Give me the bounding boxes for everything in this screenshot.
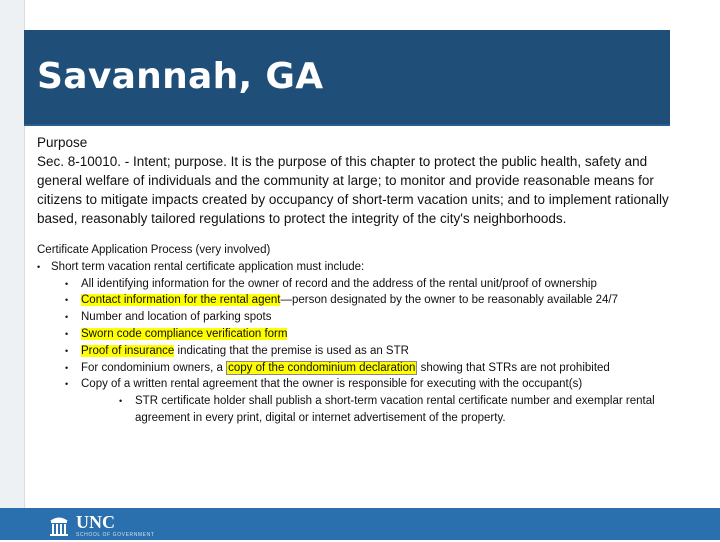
left-sidebar-bar [0, 0, 25, 508]
bullet-icon: • [65, 278, 69, 289]
highlighted-text: copy of the condominium declaration [228, 361, 416, 374]
bullet-icon: • [65, 312, 69, 323]
highlighted-text: Sworn code compliance verification form [81, 327, 288, 340]
list-item [37, 326, 687, 343]
list-item [37, 292, 687, 309]
highlighted-text: Contact information for the rental agent [81, 294, 281, 307]
logo-subtext: SCHOOL OF GOVERNMENT [76, 532, 155, 538]
list-item [37, 376, 687, 393]
old-well-icon [48, 513, 70, 537]
bullet-icon: • [65, 362, 69, 373]
item-text: All identifying information for the owner of record and the address of the rental unit/proof of ownership [81, 277, 597, 290]
list-item [37, 276, 687, 293]
bullet-icon: • [65, 379, 69, 390]
list-item [37, 259, 687, 276]
item-text: Number and location of parking spots [81, 311, 272, 324]
purpose-heading: Purpose [37, 135, 88, 150]
item-text: For condominium owners, a [81, 361, 227, 374]
list-item [37, 393, 687, 427]
highlighted-text: Proof of insurance [81, 344, 175, 357]
bullet-icon: • [65, 295, 69, 306]
list-item [37, 309, 687, 326]
bullet-icon: • [37, 261, 41, 272]
item-text: —person designated by the owner to be reasonably available 24/7 [280, 294, 619, 307]
item-text: Copy of a written rental agreement that the owner is responsible for executing with the occupant(s) [81, 378, 583, 391]
bullet-icon: • [65, 345, 69, 356]
page-title: Savannah, GA [37, 56, 324, 97]
certificate-heading: Certificate Application Process (very involved) [37, 244, 271, 256]
list-item [37, 360, 687, 377]
item-text: indicating that the premise is used as an STR [174, 344, 409, 357]
footer-bar [0, 508, 720, 540]
logo-text: UNC [76, 512, 115, 532]
title-banner [24, 30, 670, 126]
item-text: showing that STRs are not prohibited [417, 361, 610, 374]
certificate-intro: Short term vacation rental certificate application must include: [51, 260, 365, 273]
item-text: STR certificate holder shall publish a short-term vacation rental certificate number and exemplar rental agreement in every print, digital or internet advertisement of the property. [135, 395, 655, 424]
unc-logo [48, 512, 155, 539]
bullet-icon: • [65, 328, 69, 339]
slide-body [37, 133, 687, 427]
certificate-section [37, 242, 687, 427]
list-item [37, 343, 687, 360]
purpose-text: Sec. 8-10010. - Intent; purpose. It is the purpose of this chapter to protect the public health, safety and general welfare of individuals and the community at large; to monitor and provide reasonable means for citizens to mitigate impacts created by occupancy of short-term vacation units; and to implement rationally based, reasonably tailored regulations to protect the integrity of the city's neighborhoods. [37, 154, 669, 226]
bullet-icon: • [119, 396, 123, 407]
